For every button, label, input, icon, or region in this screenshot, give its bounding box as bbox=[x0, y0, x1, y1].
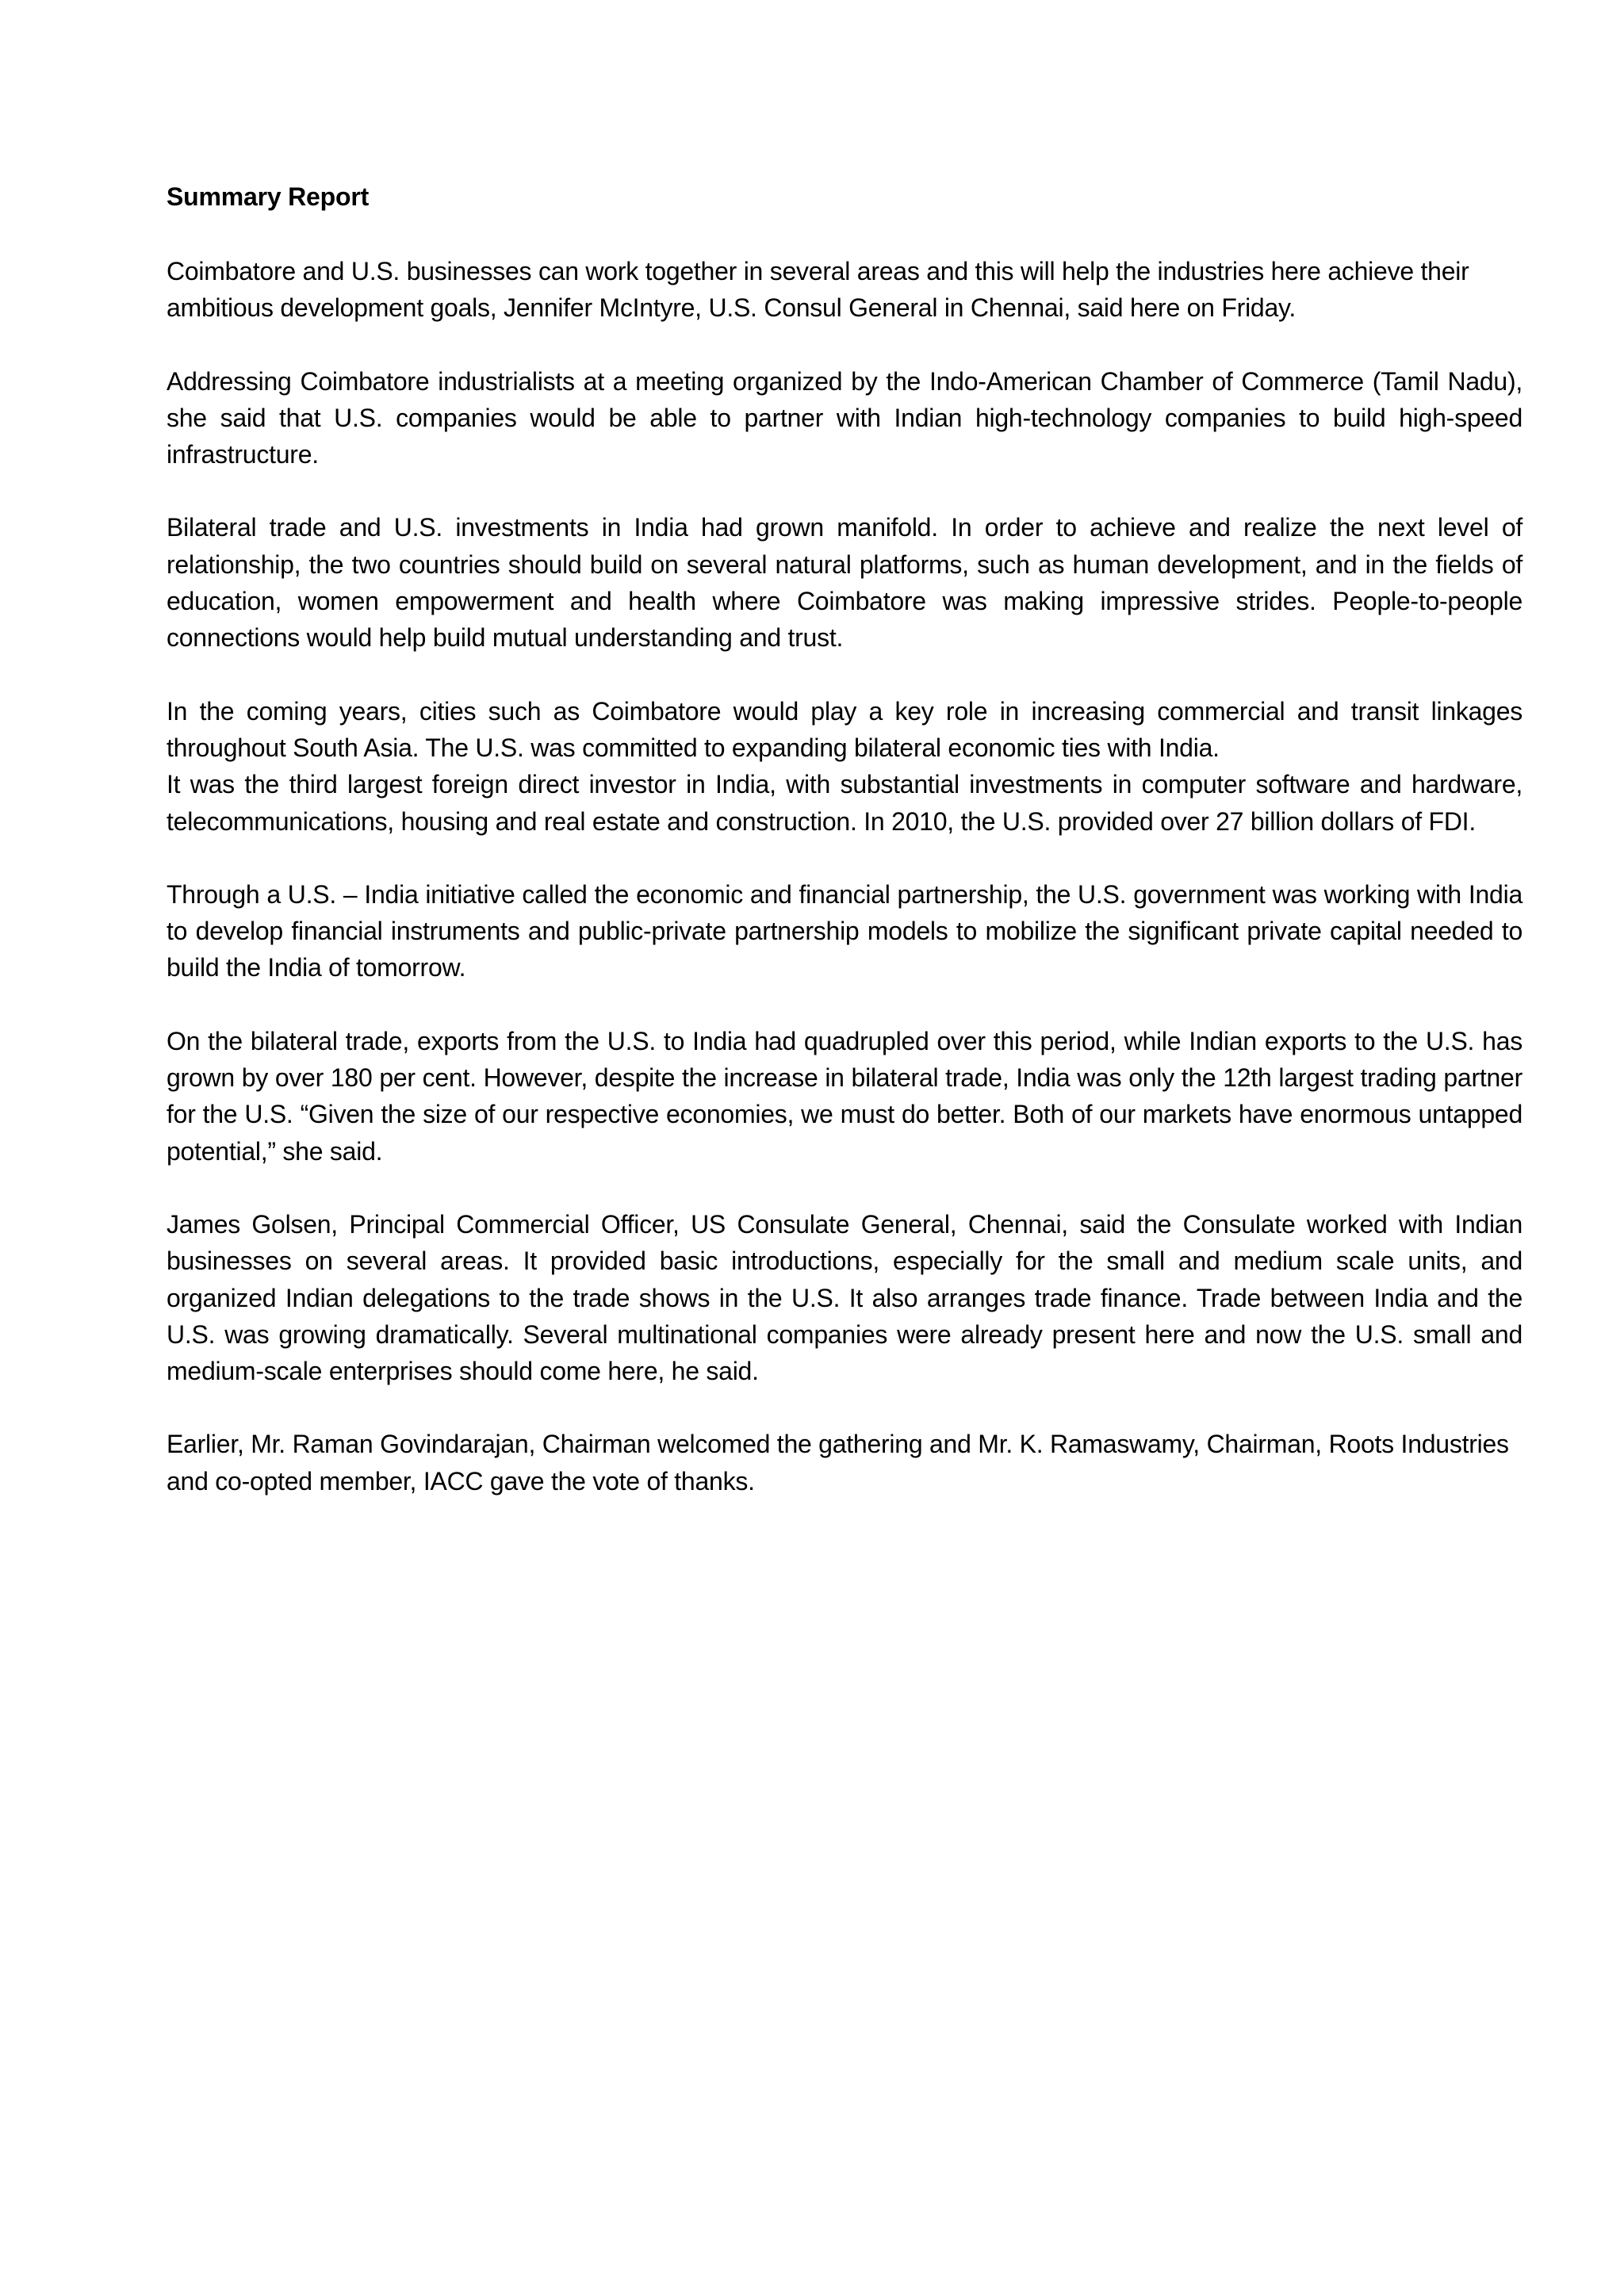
document-title: Summary Report bbox=[167, 182, 370, 211]
document-body bbox=[167, 178, 1522, 1536]
paragraph-economic-partnership: Through a U.S. – India initiative called the economic and financial partnership, the U.S. government was working with India to develop financial instruments and public-private partnership models to mobilize the significant private capital needed to build the India of tomorrow. bbox=[167, 879, 1522, 982]
paragraph-chamber-meeting: Addressing Coimbatore industrialists at a meeting organized by the Indo-American Chamber of Commerce (Tamil Nadu), she said that U.S. companies would be able to partner with Indian high-technology companies to build high-speed infrastructure. bbox=[167, 366, 1522, 469]
paragraph-bilateral-trade: Bilateral trade and U.S. investments in India had grown manifold. In order to achieve and realize the next level of relationship, the two countries should build on several natural platforms, such as human development, and in the fields of education, women empowerment and health where Coimbatore was making impressive strides. People-to-people connections would help build mutual understanding and trust. bbox=[167, 513, 1522, 653]
paragraph-export-growth: On the bilateral trade, exports from the U.S. to India had quadrupled over this period, while Indian exports to the U.S. has grown by over 180 per cent. However, despite the increase in bilateral trade, India was only the 12th largest trading partner for the U.S. “Given the size of our respective economies, we must do better. Both of our markets have enormous untapped potential,” she said. bbox=[167, 1026, 1522, 1166]
paragraph-consul-remarks: Coimbatore and U.S. businesses can work together in several areas and this will help the industries here achieve their ambitious development goals, Jennifer McIntyre, U.S. Consul General in Chennai, said here on Friday. bbox=[167, 257, 1469, 323]
paragraph-fdi: It was the third largest foreign direct investor in India, with substantial investments in computer software and hardware, telecommunications, housing and real estate and construction. In 2010, the U.S. provided over 27 billion dollars of FDI. bbox=[167, 770, 1522, 836]
paragraph-south-asia-linkages: In the coming years, cities such as Coimbatore would play a key role in increasing commercial and transit linkages throughout South Asia. The U.S. was committed to expanding bilateral economic ties with India. bbox=[167, 696, 1522, 762]
paragraph-commercial-officer: James Golsen, Principal Commercial Officer, US Consulate General, Chennai, said the Consulate worked with Indian businesses on several areas. It provided basic introductions, especially for the small and medium scale units, and organized Indian delegations to the trade shows in the U.S. It also arranges trade finance. Trade between India and the U.S. was growing dramatically. Several multinational companies were already present here and now the U.S. small and medium-scale enterprises should come here, he said. bbox=[167, 1209, 1522, 1386]
paragraph-vote-of-thanks: Earlier, Mr. Raman Govindarajan, Chairman welcomed the gathering and Mr. K. Ramaswamy, Chairman, Roots Industries and co-opted member, IACC gave the vote of thanks. bbox=[167, 1430, 1509, 1496]
